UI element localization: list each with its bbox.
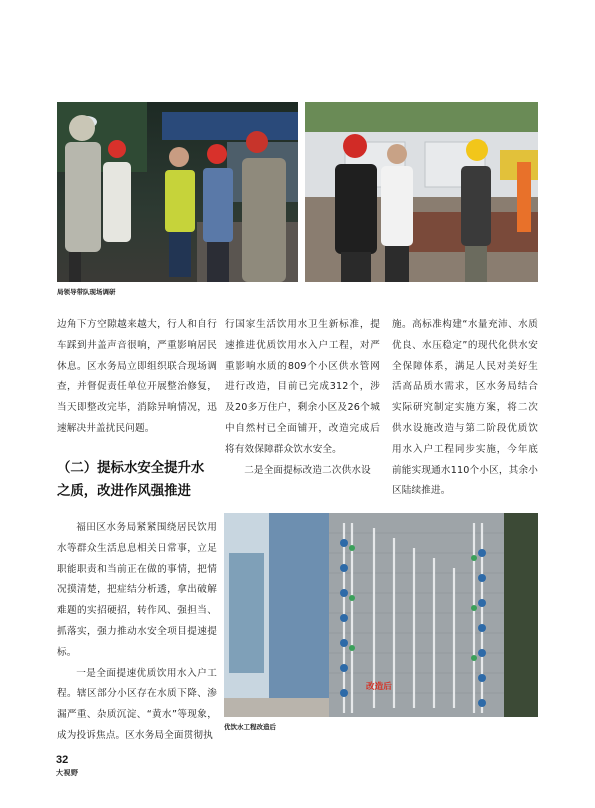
paragraph: 福田区水务局紧紧围绕居民饮用水等群众生活息息相关日常事，立足职能职责和当前正在做的事情，把情况摸清楚，把症结分析透，拿出破解难题的实招硬招，转作风、强担当、抓落实，强力推动水安全项目提速提标。: [57, 522, 217, 658]
magazine-brand: 大视野: [56, 769, 79, 777]
photo-field-inspection-night-image: [57, 102, 298, 282]
paragraph: 施。高标准构建“水量充沛、水质优良、水压稳定”的现代化供水安全保障体系，满足人民对美好生活高品质水需求，区水务局结合实际研究制定实施方案，将二次供水设施改造与第二阶段优质饮用水入户工程同步实施，今年底前能实现通水110个小区，其余小区陆续推进。: [392, 319, 538, 497]
page-number: 32: [56, 754, 69, 766]
column-1-upper: [57, 315, 217, 440]
column-1-lower: [57, 518, 217, 747]
paragraph: 二是全面提标改造二次供水设: [244, 464, 371, 476]
column-2: [225, 315, 380, 481]
photo-field-inspection-night: [57, 102, 298, 282]
paragraph: 边角下方空隙越来越大，行人和自行车踩到井盖声音很响，严重影响居民休息。区水务局立即组织联合现场调查，并督促责任单位开展整治修复，当天即整改完毕，消除异响情况，迅速解决井盖扰民问题。: [57, 319, 217, 434]
paragraph: 一是全面提速优质饮用水入户工程。辖区部分小区存在水质下降、渗漏严重、杂质沉淀、“黄水”等现象，成为投诉焦点。区水务局全面贯彻执: [57, 667, 217, 741]
paragraph: 行国家生活饮用水卫生新标准，提速推进优质饮用水入户工程，对严重影响水质的809个小区供水管网进行改造，目前已完成312个，涉及20多万住户，剩余小区及26个城中自然村已全面铺开，改造完成后将有效保障群众饮水安全。: [225, 319, 380, 455]
section-heading: （二）提标水安全提升水之质，改进作风强推进: [57, 461, 205, 499]
photo-construction-site: [305, 102, 538, 282]
photo-construction-site-image: [305, 102, 538, 282]
photo3-tag: 改造后: [366, 682, 392, 692]
photo1-caption: 局领导带队现场调研: [57, 288, 116, 296]
photo3-caption: 优饮水工程改造后: [224, 723, 276, 731]
column-3: [392, 315, 538, 502]
